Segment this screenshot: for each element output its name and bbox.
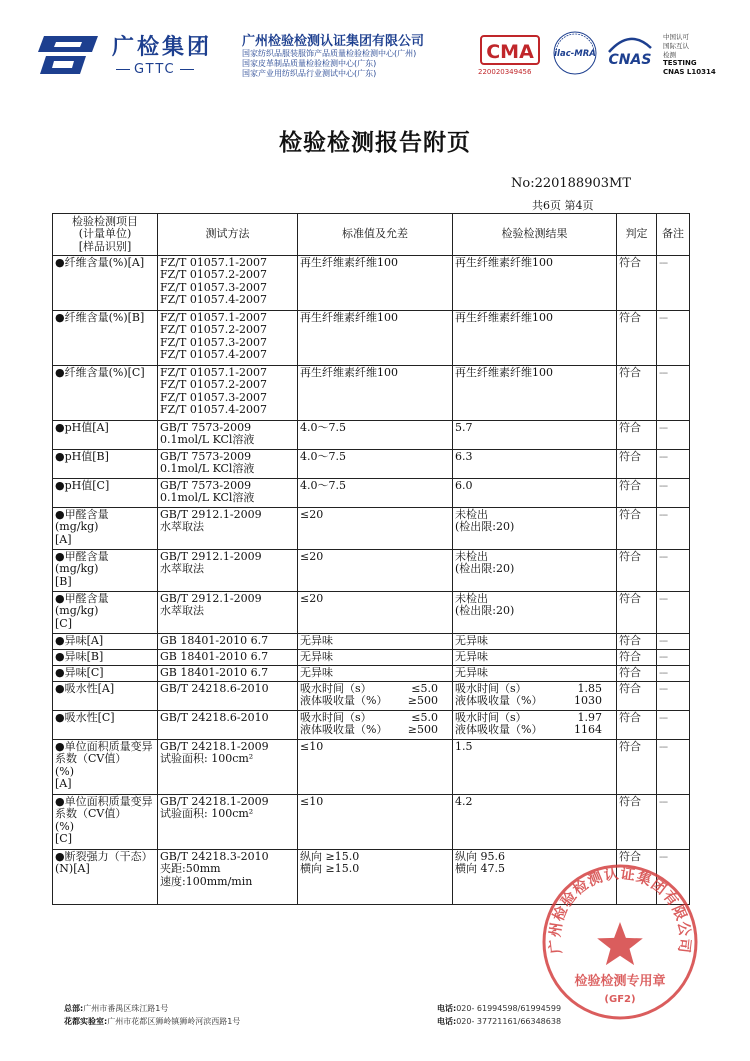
header-remark: 备注 bbox=[657, 214, 690, 256]
cell-judge: 符合 bbox=[617, 592, 657, 634]
pair-label: 吸水时间（s） bbox=[300, 682, 372, 695]
cell-standard bbox=[298, 682, 453, 711]
ilac-mra-logo-icon bbox=[552, 30, 598, 76]
cma-label: CMA bbox=[486, 41, 534, 63]
cell-result: 5.7 bbox=[453, 421, 617, 450]
gttc-logo-icon bbox=[36, 30, 102, 80]
cell-item: ●单位面积质量变异系数（CV值） (%) [A] bbox=[53, 740, 158, 795]
cell-item: ●异味[C] bbox=[53, 666, 158, 682]
cell-judge: 符合 bbox=[617, 650, 657, 666]
header-judge: 判定 bbox=[617, 214, 657, 256]
table-row bbox=[53, 450, 690, 479]
pair-label: 吸水时间（s） bbox=[455, 682, 527, 695]
cell-result: 无异味 bbox=[453, 666, 617, 682]
cnas-side-1: 中国认可 bbox=[663, 33, 689, 41]
cell-remark: --- bbox=[657, 256, 690, 311]
stamp-code: (GF2) bbox=[604, 994, 636, 1005]
pair-value: ≥500 bbox=[407, 694, 438, 708]
cell-remark: --- bbox=[657, 795, 690, 850]
cell-result: 未检出 (检出限:20) bbox=[453, 550, 617, 592]
cell-judge: 符合 bbox=[617, 550, 657, 592]
cell-result: 6.3 bbox=[453, 450, 617, 479]
pair-value: 1.97 bbox=[577, 711, 602, 724]
cell-standard: ≤10 bbox=[298, 795, 453, 850]
cell-judge: 符合 bbox=[617, 682, 657, 711]
cell-method: GB/T 2912.1-2009 水萃取法 bbox=[158, 550, 298, 592]
table-row bbox=[53, 421, 690, 450]
page-info: 共6页 第4页 bbox=[532, 199, 594, 212]
table-row bbox=[53, 682, 690, 711]
cell-item: ●纤维含量(%)[C] bbox=[53, 366, 158, 421]
cell-remark: --- bbox=[657, 311, 690, 366]
report-number: No:220188903MT bbox=[511, 176, 632, 191]
cell-remark: --- bbox=[657, 421, 690, 450]
cell-method: GB/T 24218.6-2010 bbox=[158, 711, 298, 740]
cell-judge: 符合 bbox=[617, 256, 657, 311]
org-line-2: 国家皮革制品质量检验检测中心(广东) bbox=[242, 59, 377, 68]
cell-result: 无异味 bbox=[453, 650, 617, 666]
cell-remark: --- bbox=[657, 666, 690, 682]
cell-item: ●甲醛含量 (mg/kg) [C] bbox=[53, 592, 158, 634]
org-name: 广州检验检测认证集团有限公司 bbox=[242, 34, 425, 49]
cell-item: ●pH值[C] bbox=[53, 479, 158, 508]
cell-remark: --- bbox=[657, 634, 690, 650]
table-row bbox=[53, 256, 690, 311]
cell-method: FZ/T 01057.1-2007 FZ/T 01057.2-2007 FZ/T 01057.3-2007 FZ/T 01057.4-2007 bbox=[158, 366, 298, 421]
cell-standard: 无异味 bbox=[298, 634, 453, 650]
ilac-label: ilac-MRA bbox=[554, 49, 596, 59]
pair-label: 液体吸收量（%） bbox=[300, 694, 388, 708]
cell-judge: 符合 bbox=[617, 311, 657, 366]
cell-remark: --- bbox=[657, 650, 690, 666]
cell-remark: --- bbox=[657, 366, 690, 421]
pair-value: 1.85 bbox=[577, 682, 602, 695]
cell-remark: --- bbox=[657, 508, 690, 550]
cell-result: 再生纤维素纤维100 bbox=[453, 256, 617, 311]
cell-judge: 符合 bbox=[617, 711, 657, 740]
cell-remark: --- bbox=[657, 550, 690, 592]
cnas-label: CNAS bbox=[608, 52, 652, 68]
cnas-side-4: TESTING bbox=[663, 59, 697, 67]
cell-standard: 再生纤维素纤维100 bbox=[298, 366, 453, 421]
footer-lab-address: 广州市花都区狮岭镇狮岭河滨西路1号 bbox=[107, 1017, 241, 1026]
cell-item: ●纤维含量(%)[A] bbox=[53, 256, 158, 311]
cell-item: ●吸水性[C] bbox=[53, 711, 158, 740]
cell-judge: 符合 bbox=[617, 740, 657, 795]
footer-tel2-value: 020- 37721161/66348638 bbox=[456, 1017, 562, 1026]
cell-item: ●pH值[A] bbox=[53, 421, 158, 450]
cnas-side-3: 检测 bbox=[663, 51, 676, 59]
table-row bbox=[53, 550, 690, 592]
pair-label: 吸水时间（s） bbox=[455, 711, 527, 724]
cell-method: GB/T 7573-2009 0.1mol/L KCl溶液 bbox=[158, 450, 298, 479]
cell-method: GB/T 7573-2009 0.1mol/L KCl溶液 bbox=[158, 421, 298, 450]
cell-item: ●pH值[B] bbox=[53, 450, 158, 479]
footer-tel2-label: 电话: bbox=[437, 1017, 457, 1026]
cell-judge: 符合 bbox=[617, 666, 657, 682]
cell-method: FZ/T 01057.1-2007 FZ/T 01057.2-2007 FZ/T 01057.3-2007 FZ/T 01057.4-2007 bbox=[158, 256, 298, 311]
cell-judge: 符合 bbox=[617, 479, 657, 508]
cell-result bbox=[453, 711, 617, 740]
cell-item: ●断裂强力（干态）(N)[A] bbox=[53, 850, 158, 905]
table-row bbox=[53, 650, 690, 666]
cell-method: FZ/T 01057.1-2007 FZ/T 01057.2-2007 FZ/T 01057.3-2007 FZ/T 01057.4-2007 bbox=[158, 311, 298, 366]
table-row bbox=[53, 666, 690, 682]
cell-judge: 符合 bbox=[617, 795, 657, 850]
cell-method: GB 18401-2010 6.7 bbox=[158, 650, 298, 666]
cell-standard: ≤20 bbox=[298, 508, 453, 550]
cell-method: GB/T 2912.1-2009 水萃取法 bbox=[158, 508, 298, 550]
cell-result: 纵向 95.6 横向 47.5 bbox=[453, 850, 617, 905]
footer-hq-label: 总部: bbox=[64, 1004, 84, 1013]
footer-lab-label: 花都实验室: bbox=[64, 1017, 108, 1026]
pair-value: 1164 bbox=[574, 723, 602, 737]
cell-remark: --- bbox=[657, 479, 690, 508]
cell-standard: 4.0～7.5 bbox=[298, 421, 453, 450]
footer-hq bbox=[64, 1003, 168, 1014]
org-line-1: 国家纺织品服装服饰产品质量检验检测中心(广州) bbox=[242, 49, 417, 58]
cell-result: 未检出 (检出限:20) bbox=[453, 592, 617, 634]
cell-remark: --- bbox=[657, 740, 690, 795]
cell-method: GB/T 24218.1-2009 试验面积: 100cm² bbox=[158, 740, 298, 795]
cell-standard: 无异味 bbox=[298, 650, 453, 666]
cell-method: GB 18401-2010 6.7 bbox=[158, 634, 298, 650]
cell-result: 4.2 bbox=[453, 795, 617, 850]
pair-label: 液体吸收量（%） bbox=[455, 723, 543, 737]
brand-name-en: GTTC bbox=[112, 62, 198, 77]
header-item: 检验检测项目 (计量单位) [样品识别] bbox=[53, 214, 158, 256]
cell-result: 1.5 bbox=[453, 740, 617, 795]
cell-method: GB 18401-2010 6.7 bbox=[158, 666, 298, 682]
pair-label: 液体吸收量（%） bbox=[455, 694, 543, 708]
value-pair bbox=[300, 695, 450, 707]
value-pair bbox=[300, 724, 450, 736]
pair-value: ≤5.0 bbox=[411, 682, 438, 695]
cell-judge: 符合 bbox=[617, 366, 657, 421]
cell-judge: 符合 bbox=[617, 421, 657, 450]
cell-standard: 无异味 bbox=[298, 666, 453, 682]
cell-method: GB/T 24218.1-2009 试验面积: 100cm² bbox=[158, 795, 298, 850]
footer-hq-address: 广州市番禺区珠江路1号 bbox=[83, 1004, 169, 1013]
stamp-org-text: 广州检验检测认证集团有限公司 bbox=[547, 866, 693, 955]
cell-item: ●吸水性[A] bbox=[53, 682, 158, 711]
cell-result: 无异味 bbox=[453, 634, 617, 650]
table-row bbox=[53, 711, 690, 740]
table-row bbox=[53, 311, 690, 366]
cell-remark: --- bbox=[657, 711, 690, 740]
cell-result: 再生纤维素纤维100 bbox=[453, 366, 617, 421]
footer-tel bbox=[437, 1003, 561, 1014]
cell-item: ●甲醛含量 (mg/kg) [B] bbox=[53, 550, 158, 592]
cell-remark: --- bbox=[657, 850, 690, 905]
cell-result: 未检出 (检出限:20) bbox=[453, 508, 617, 550]
footer-lab bbox=[64, 1016, 240, 1027]
cnas-side-2: 国际互认 bbox=[663, 42, 689, 50]
header-standard: 标准值及允差 bbox=[298, 214, 453, 256]
cell-standard: ≤10 bbox=[298, 740, 453, 795]
cell-judge: 符合 bbox=[617, 508, 657, 550]
cell-standard: 再生纤维素纤维100 bbox=[298, 256, 453, 311]
table-row bbox=[53, 795, 690, 850]
pair-value: ≥500 bbox=[407, 723, 438, 737]
brand-name-cn: 广检集团 bbox=[112, 35, 213, 60]
footer-tel2 bbox=[437, 1016, 561, 1027]
cnas-logo-icon bbox=[603, 34, 657, 70]
cell-judge: 符合 bbox=[617, 634, 657, 650]
cell-item: ●异味[A] bbox=[53, 634, 158, 650]
cell-judge: 符合 bbox=[617, 450, 657, 479]
cma-number: 220020349456 bbox=[478, 68, 532, 76]
value-pair bbox=[455, 724, 614, 736]
cell-result bbox=[453, 682, 617, 711]
org-line-3: 国家产业用纺织品行业测试中心(广东) bbox=[242, 69, 377, 78]
cell-remark: --- bbox=[657, 682, 690, 711]
footer-tel-label: 电话: bbox=[437, 1004, 457, 1013]
cell-result: 再生纤维素纤维100 bbox=[453, 311, 617, 366]
cnas-side-5: CNAS L10314 bbox=[663, 68, 716, 76]
cell-judge: 符合 bbox=[617, 850, 657, 905]
table-row bbox=[53, 508, 690, 550]
page-title: 检验检测报告附页 bbox=[279, 130, 471, 156]
cell-method: GB/T 24218.6-2010 bbox=[158, 682, 298, 711]
pair-label: 吸水时间（s） bbox=[300, 711, 372, 724]
pair-value: ≤5.0 bbox=[411, 711, 438, 724]
header-method: 测试方法 bbox=[158, 214, 298, 256]
cell-result: 6.0 bbox=[453, 479, 617, 508]
cell-standard: ≤20 bbox=[298, 550, 453, 592]
header-result: 检验检测结果 bbox=[453, 214, 617, 256]
table-row bbox=[53, 634, 690, 650]
cell-method: GB/T 7573-2009 0.1mol/L KCl溶液 bbox=[158, 479, 298, 508]
pair-label: 液体吸收量（%） bbox=[300, 723, 388, 737]
cell-standard: 纵向 ≥15.0 横向 ≥15.0 bbox=[298, 850, 453, 905]
pair-value: 1030 bbox=[574, 694, 602, 708]
cell-item: ●异味[B] bbox=[53, 650, 158, 666]
official-stamp bbox=[540, 862, 700, 1022]
cell-remark: --- bbox=[657, 450, 690, 479]
cell-standard: 4.0～7.5 bbox=[298, 450, 453, 479]
cell-standard bbox=[298, 711, 453, 740]
table-row bbox=[53, 740, 690, 795]
cell-standard: ≤20 bbox=[298, 592, 453, 634]
table-row bbox=[53, 479, 690, 508]
footer-tel-value: 020- 61994598/61994599 bbox=[456, 1004, 562, 1013]
cell-item: ●甲醛含量 (mg/kg) [A] bbox=[53, 508, 158, 550]
cell-item: ●纤维含量(%)[B] bbox=[53, 311, 158, 366]
results-table bbox=[52, 213, 690, 905]
cell-method: GB/T 2912.1-2009 水萃取法 bbox=[158, 592, 298, 634]
stamp-star-icon bbox=[597, 922, 643, 965]
cell-method: GB/T 24218.3-2010 夹距:50mm 速度:100mm/min bbox=[158, 850, 298, 905]
stamp-purpose: 检验检测专用章 bbox=[574, 974, 666, 989]
table-row bbox=[53, 592, 690, 634]
cell-remark: --- bbox=[657, 592, 690, 634]
cell-standard: 4.0～7.5 bbox=[298, 479, 453, 508]
cell-item: ●单位面积质量变异系数（CV值） (%) [C] bbox=[53, 795, 158, 850]
cell-standard: 再生纤维素纤维100 bbox=[298, 311, 453, 366]
value-pair bbox=[455, 695, 614, 707]
table-row bbox=[53, 366, 690, 421]
